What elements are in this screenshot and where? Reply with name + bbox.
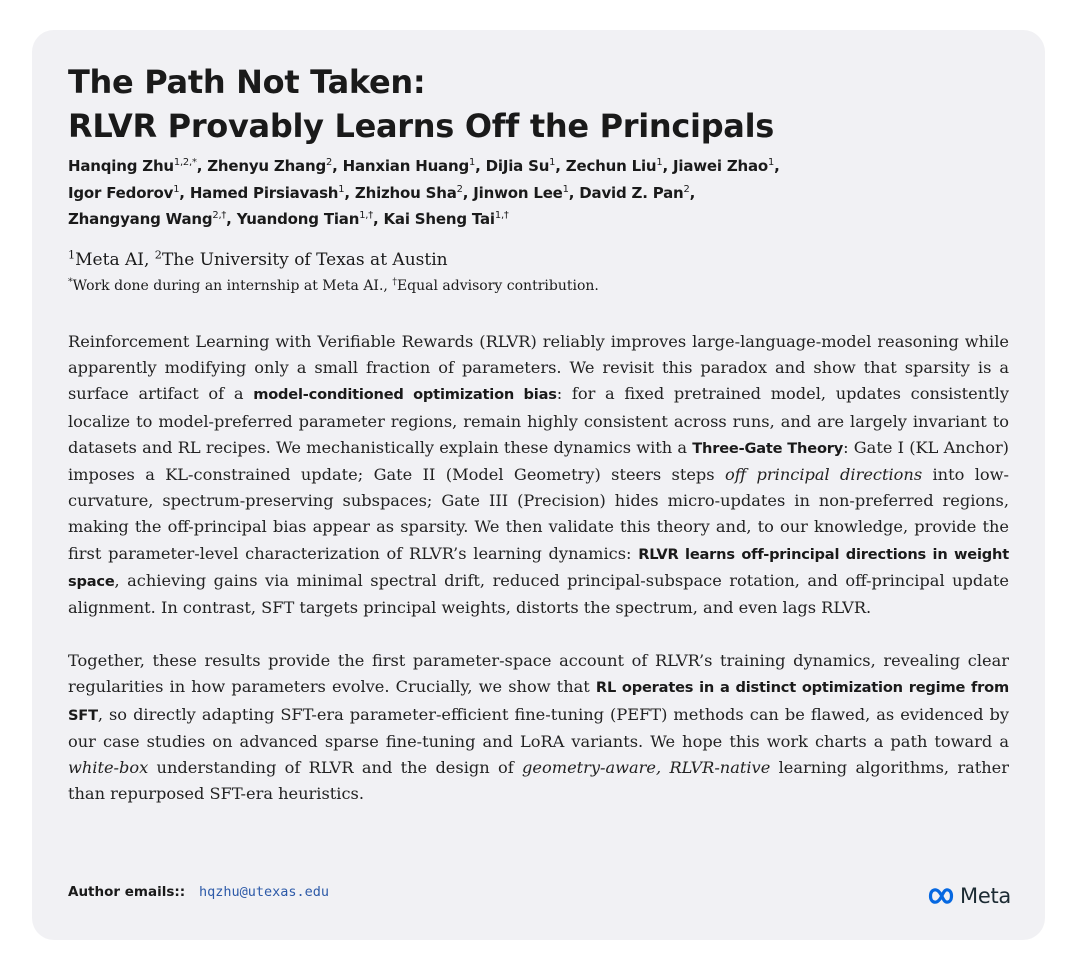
- author-name: Zhizhou Sha: [354, 183, 457, 202]
- abstract-text: , achieving gains via minimal spectral drift, reduced principal-subspace rotation, and off-principal update alignment. In contrast, SFT targets principal weights, distorts the spectrum, and even lags RLVR.: [68, 570, 1009, 618]
- author-name: Hanqing Zhu: [68, 157, 174, 175]
- author-email-link[interactable]: hqzhu@utexas.edu: [199, 884, 330, 900]
- abstract-card: [32, 30, 1045, 940]
- paper-title-line-1: The Path Not Taken:: [68, 63, 426, 101]
- meta-logo-text: Meta: [960, 884, 1011, 908]
- author-affiliation-mark: 2: [326, 157, 333, 168]
- paper-title: [68, 60, 774, 148]
- author-name: David Z. Pan: [579, 183, 684, 202]
- abstract-highlight: Three-Gate Theory: [692, 439, 844, 457]
- affiliation-name: The University of Texas at Austin: [161, 250, 448, 270]
- author-name: Yuandong Tian: [236, 210, 360, 228]
- abstract-text: Reinforcement Learning with Verifiable Rewards (RLVR) reliably improves large-language-model reasoning while apparently modifying only a small fraction of parameters. We revisit this paradox and show that sparsity is a surface artifact of a: [68, 332, 1009, 404]
- abstract-paragraph-2: [68, 648, 1009, 807]
- abstract-text: Together, these results provide the first parameter-space account of RLVR’s training dynamics, revealing clear regularities in how parameters evolve. Crucially, we show that: [68, 651, 1009, 697]
- author-name: Igor Fedorov: [68, 183, 174, 202]
- note-mark: †: [392, 276, 397, 288]
- affiliations: $^1$Meta AI, $^2$The University of Texas at Austin: [68, 248, 448, 270]
- abstract-highlight: RL operates in a distinct optimization regime from SFT: [68, 679, 1009, 724]
- author-name: Hamed Pirsiavash: [189, 183, 339, 202]
- paper-title-line-2: RLVR Provably Learns Off the Principals: [68, 107, 775, 145]
- author-affiliation-mark: 1: [549, 157, 556, 168]
- author-affiliation-mark: 1: [768, 157, 775, 168]
- author-name: Zechun Liu: [565, 157, 657, 175]
- author-line: Igor Fedorov$^1$, Hamed Pirsiavash$^1$, Zhizhou Sha$^2$, Jinwon Lee$^1$, David Z. Pan$^2$,: [68, 183, 696, 202]
- abstract-highlight: RLVR learns off-principal directions in weight space: [68, 545, 1009, 590]
- note-text: Work done during an internship at Meta AI.: [72, 278, 384, 294]
- author-line: Hanqing Zhu$^{1,2,*}$, Zhenyu Zhang$^2$, Hanxian Huang$^1$, DiJia Su$^1$, Zechun Liu$^1$, Jiawei Zhao$^1$,: [68, 157, 780, 175]
- abstract-paragraph-1: [68, 329, 1009, 621]
- affiliation-name: Meta AI: [75, 250, 144, 270]
- abstract-text: understanding of RLVR and the design of: [148, 758, 523, 778]
- meta-infinity-icon: [926, 887, 956, 905]
- abstract-text: learning algorithms, rather than repurposed SFT-era heuristics.: [68, 758, 1009, 804]
- abstract-text: : for a fixed pretrained model, updates consistently localize to model-preferred parameter regions, remain highly consistent across runs, and are largely invariant to datasets and RL recipes. We mechanistically explain these dynamics with a: [68, 384, 1009, 457]
- author-name: Jiawei Zhao: [673, 157, 769, 175]
- affiliation-mark: 1: [68, 248, 76, 262]
- author-affiliation-mark: 1,†: [359, 210, 373, 221]
- abstract-emphasis: off principal directions: [724, 465, 923, 485]
- author-name: Hanxian Huang: [342, 157, 469, 175]
- note-mark: *: [68, 276, 73, 288]
- abstract-highlight: model-conditioned optimization bias: [253, 386, 557, 404]
- abstract-text: : Gate I (KL Anchor) imposes a KL-constrained update; Gate II (Model Geometry) steers steps: [68, 437, 1010, 485]
- author-name: Jinwon Lee: [473, 183, 563, 202]
- abstract-text: , so directly adapting SFT-era parameter-efficient fine-tuning (PEFT) methods can be flawed, as evidenced by our case studies on advanced sparse fine-tuning and LoRA variants. We hope this work charts a path toward a: [68, 704, 1009, 751]
- affiliation-mark: 2: [154, 248, 162, 262]
- abstract-emphasis: geometry-aware, RLVR-native: [522, 758, 771, 778]
- author-affiliation-mark: 1: [656, 157, 663, 168]
- note-text: Equal advisory contribution.: [396, 278, 599, 294]
- author-line: Zhangyang Wang$^{2,\dagger}$, Yuandong Tian$^{1,\dagger}$, Kai Sheng Tai$^{1,\dagger}$: [68, 210, 509, 228]
- author-name: Zhenyu Zhang: [207, 157, 326, 175]
- author-name: Kai Sheng Tai: [383, 210, 495, 228]
- author-affiliation-mark: 2: [683, 183, 690, 195]
- author-name: DiJia Su: [485, 157, 550, 175]
- author-list: [68, 153, 1008, 233]
- author-affiliation-mark: 2,†: [212, 210, 227, 221]
- author-affiliation-mark: 1: [469, 157, 476, 168]
- author-name: Zhangyang Wang: [68, 210, 213, 228]
- meta-logo: [926, 883, 1011, 909]
- abstract-emphasis: white-box: [68, 758, 149, 778]
- author-affiliation-mark: 1: [173, 183, 180, 195]
- author-affiliation-mark: 1,†: [494, 210, 509, 221]
- abstract-text: into low-curvature, spectrum-preserving subspaces; Gate III (Precision) hides micro-updates in non-preferred regions, making the off-principal bias appear as sparsity. We then validate this theory and, to our knowledge, provide the first parameter-level characterization of RLVR’s learning dynamics:: [68, 465, 1009, 563]
- author-affiliation-mark: 1,2,*: [173, 157, 197, 168]
- author-emails-label: Author emails::: [68, 884, 186, 900]
- author-notes: *Work done during an internship at Meta AI., †Equal advisory contribution.: [68, 276, 599, 294]
- author-affiliation-mark: 1: [562, 183, 569, 195]
- abstract: [68, 329, 1009, 807]
- author-affiliation-mark: 2: [456, 183, 463, 195]
- author-affiliation-mark: 1: [338, 183, 345, 195]
